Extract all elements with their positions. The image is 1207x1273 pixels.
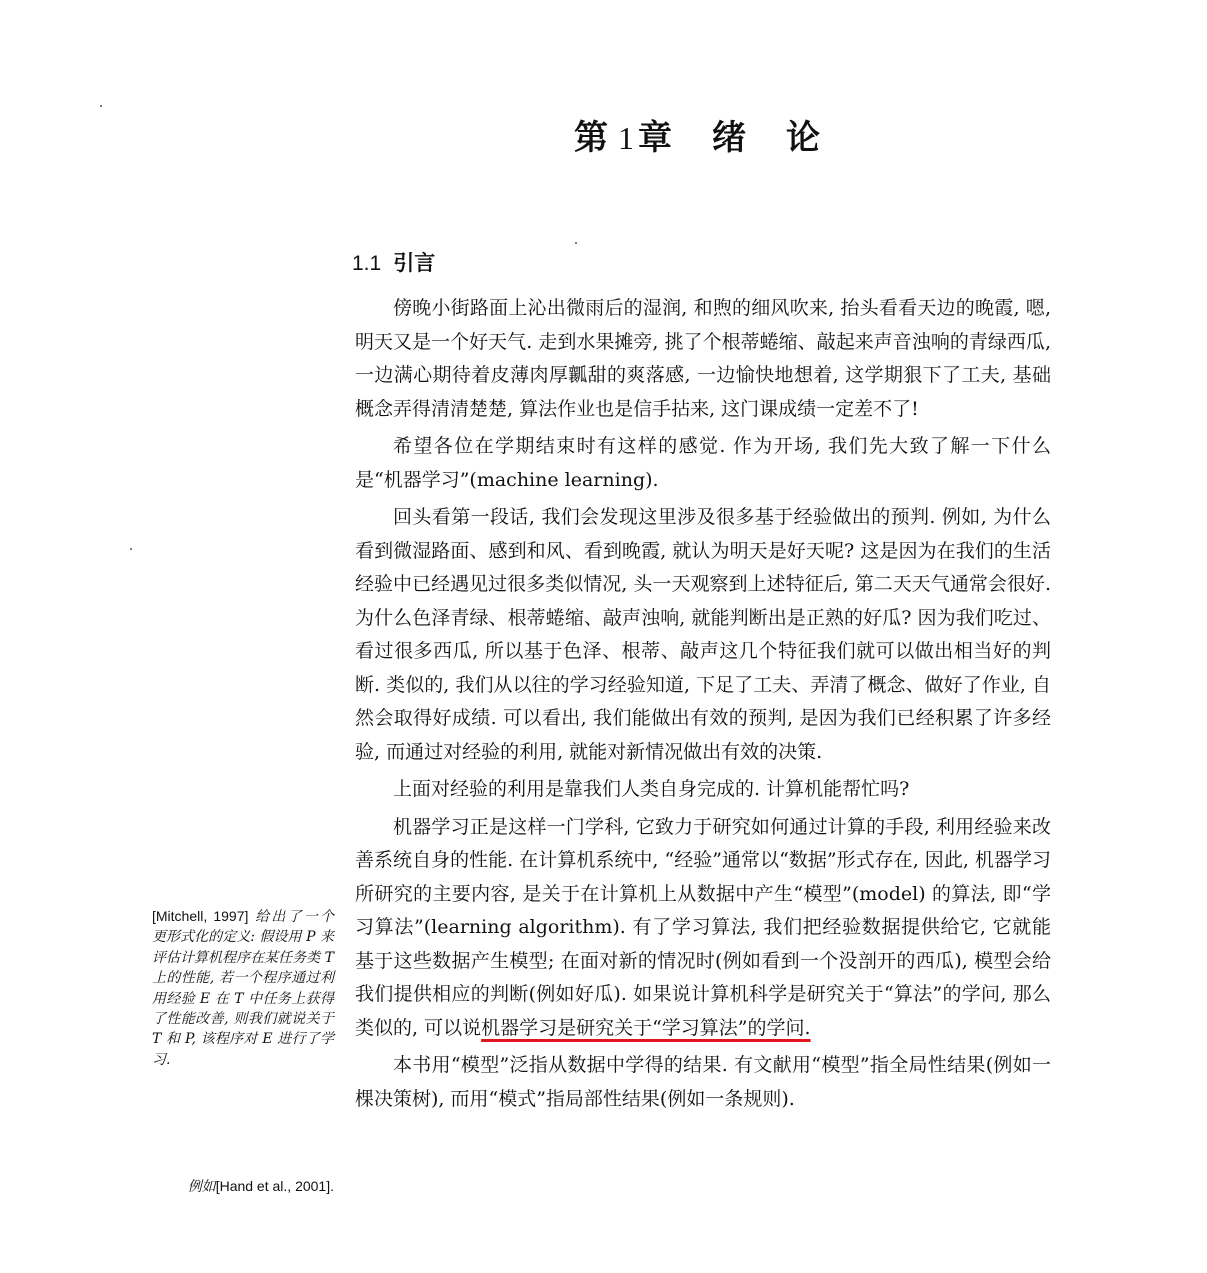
paragraph-4: 上面对经验的利用是靠我们人类自身完成的. 计算机能帮忙吗? bbox=[393, 778, 910, 800]
margin-note-prefix: 例如 bbox=[187, 1179, 216, 1195]
body-text bbox=[355, 292, 1051, 1120]
paragraph-6: 本书用“模型”泛指从数据中学得的结果. 有文献用“模型”指全局性结果(例如一棵决策树), 而用“模式”指局部性结果(例如一条规则). bbox=[355, 1054, 1051, 1110]
margin-note-hand bbox=[152, 1176, 334, 1197]
section-heading bbox=[352, 247, 435, 277]
scan-speck bbox=[130, 548, 132, 550]
paragraph-3: 回头看第一段话, 我们会发现这里涉及很多基于经验做出的预判. 例如, 为什么看到微湿路面、感到和风、看到晚霞, 就认为明天是好天呢? 这是因为在我们的生活经验中已经遇见过很多类似情况, 头一天观察到上述特征后, 第二天天气通常会很好. 为什么色泽青绿、根蒂蜷缩、敲声浊响, 就能判断出是正熟的好瓜? 因为我们吃过、看过很多西瓜, 所以基于色泽、根蒂、敲声这几个特征我们就可以做出相当好的判断. 类似的, 我们从以往的学习经验知道, 下足了工夫、弄清了概念、做好了作业, 自然会取得好成绩. 可以看出, 我们能做出有效的预判, 是因为我们已经积累了许多经验, 而通过对经验的利用, 就能对新情况做出有效的决策. bbox=[355, 506, 1051, 763]
chapter-number: 1 bbox=[618, 120, 634, 156]
chapter-suffix: 章 bbox=[638, 118, 678, 158]
chapter-title-char-2: 论 bbox=[786, 118, 826, 158]
scan-speck bbox=[100, 105, 102, 107]
paragraph-5 bbox=[355, 811, 1051, 1046]
paragraph-5-main: 机器学习正是这样一门学科, 它致力于研究如何通过计算的手段, 利用经验来改善系统自身的性能. 在计算机系统中, “经验”通常以“数据”形式存在, 因此, 机器学习所研究的主要内容, 是关于在计算机上从数据中产生“模型”(model) 的算法, 即“学习算法”(learning algorithm). 有了学习算法, 我们把经验数据提供给它, 它就能基于这些数据产生模型; 在面对新的情况时(例如看到一个没剖开的西瓜), 模型会给我们提供相应的判断(例如好瓜). 如果说计算机科学是研究关于“算法”的学问, 那么类似的, 可以说 bbox=[355, 815, 1052, 1039]
scan-speck bbox=[575, 242, 577, 244]
margin-note-citation-hand: [Hand et al., 2001]. bbox=[215, 1178, 334, 1194]
chapter-title bbox=[520, 110, 880, 159]
margin-note-text: 给出了一个更形式化的定义: 假设用 P 来评估计算机程序在某任务类 T 上的性能, 若一个程序通过利用经验 E 在 T 中任务上获得了性能改善, 则我们就说关于 T 和 P, 该程序对 E 进行了学习. bbox=[152, 909, 334, 1068]
chapter-title-char-1: 绪 bbox=[712, 118, 752, 158]
highlighted-definition: 机器学习是研究关于“学习算法”的学问. bbox=[481, 1016, 811, 1039]
chapter-prefix: 第 bbox=[574, 118, 614, 158]
section-title: 引言 bbox=[393, 250, 436, 275]
margin-note-mitchell bbox=[152, 906, 334, 1070]
paragraph-1: 傍晚小街路面上沁出微雨后的湿润, 和煦的细风吹来, 抬头看看天边的晚霞, 嗯, 明天又是一个好天气. 走到水果摊旁, 挑了个根蒂蜷缩、敲起来声音浊响的青绿西瓜, 一边满心期待着皮薄肉厚瓤甜的爽落感, 一边愉快地想着, 这学期狠下了工夫, 基础概念弄得清清楚楚, 算法作业也是信手拈来, 这门课成绩一定差不了! bbox=[355, 297, 1051, 420]
margin-note-citation: [Mitchell, 1997] bbox=[152, 908, 249, 924]
section-number: 1.1 bbox=[352, 252, 382, 275]
paragraph-2: 希望各位在学期结束时有这样的感觉. 作为开场, 我们先大致了解一下什么是“机器学习”(machine learning). bbox=[355, 435, 1051, 491]
